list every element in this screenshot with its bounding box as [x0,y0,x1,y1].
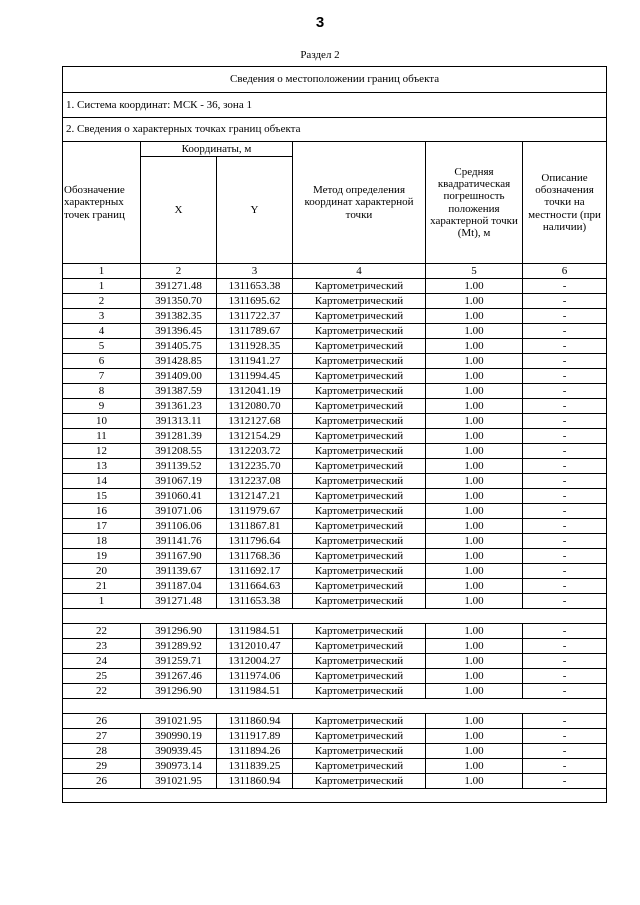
method-cell: Картометрический [293,489,426,504]
column-number: 5 [426,264,523,279]
description-cell: - [523,654,607,669]
accuracy-cell: 1.00 [426,654,523,669]
y-coordinate-cell: 1311692.17 [217,564,293,579]
x-coordinate-cell: 391167.90 [141,549,217,564]
y-coordinate-cell: 1311839.25 [217,759,293,774]
method-cell: Картометрический [293,474,426,489]
table-row [63,594,607,609]
description-cell: - [523,504,607,519]
accuracy-cell: 1.00 [426,339,523,354]
accuracy-cell: 1.00 [426,759,523,774]
description-cell: - [523,369,607,384]
y-coordinate-cell: 1311979.67 [217,504,293,519]
column-number: 2 [141,264,217,279]
x-coordinate-cell: 391296.90 [141,624,217,639]
y-coordinate-cell: 1311860.94 [217,714,293,729]
point-id-cell: 28 [63,744,141,759]
separator-row [63,609,607,624]
accuracy-cell: 1.00 [426,684,523,699]
description-cell: - [523,294,607,309]
separator-cell [63,789,607,803]
method-cell: Картометрический [293,654,426,669]
accuracy-cell: 1.00 [426,444,523,459]
point-id-cell: 8 [63,384,141,399]
x-coordinate-cell: 391060.41 [141,489,217,504]
table-row [63,624,607,639]
x-coordinate-cell: 391139.52 [141,459,217,474]
point-id-cell: 12 [63,444,141,459]
description-cell: - [523,774,607,789]
table-row [63,309,607,324]
method-cell: Картометрический [293,504,426,519]
x-coordinate-cell: 391313.11 [141,414,217,429]
method-cell: Картометрический [293,399,426,414]
table-row [63,654,607,669]
method-cell: Картометрический [293,714,426,729]
y-coordinate-cell: 1311941.27 [217,354,293,369]
method-cell: Картометрический [293,744,426,759]
accuracy-cell: 1.00 [426,594,523,609]
accuracy-cell: 1.00 [426,624,523,639]
description-cell: - [523,354,607,369]
column-number: 1 [63,264,141,279]
x-coordinate-cell: 390939.45 [141,744,217,759]
table-row [63,384,607,399]
point-id-cell: 23 [63,639,141,654]
method-cell: Картометрический [293,459,426,474]
x-coordinate-cell: 391259.71 [141,654,217,669]
point-id-cell: 26 [63,714,141,729]
column-number-row [63,264,607,279]
description-cell: - [523,579,607,594]
accuracy-cell: 1.00 [426,519,523,534]
accuracy-cell: 1.00 [426,729,523,744]
method-cell: Картометрический [293,369,426,384]
accuracy-cell: 1.00 [426,384,523,399]
accuracy-cell: 1.00 [426,714,523,729]
point-id-cell: 20 [63,564,141,579]
header-description: Описание обозначения точки на местности (при наличии) [523,142,607,264]
description-cell: - [523,549,607,564]
x-coordinate-cell: 391267.46 [141,669,217,684]
column-number: 4 [293,264,426,279]
description-cell: - [523,384,607,399]
header-y: Y [217,157,293,264]
description-cell: - [523,414,607,429]
method-cell: Картометрический [293,624,426,639]
point-id-cell: 27 [63,729,141,744]
method-cell: Картометрический [293,684,426,699]
point-id-cell: 4 [63,324,141,339]
page-number: 3 [315,14,325,31]
y-coordinate-cell: 1311994.45 [217,369,293,384]
method-cell: Картометрический [293,534,426,549]
accuracy-cell: 1.00 [426,639,523,654]
y-coordinate-cell: 1311695.62 [217,294,293,309]
point-id-cell: 1 [63,594,141,609]
point-id-cell: 26 [63,774,141,789]
accuracy-cell: 1.00 [426,354,523,369]
table-row [63,324,607,339]
x-coordinate-cell: 390990.19 [141,729,217,744]
table-row [63,399,607,414]
x-coordinate-cell: 391187.04 [141,579,217,594]
method-cell: Картометрический [293,294,426,309]
method-cell: Картометрический [293,429,426,444]
y-coordinate-cell: 1311917.89 [217,729,293,744]
point-id-cell: 13 [63,459,141,474]
accuracy-cell: 1.00 [426,414,523,429]
method-cell: Картометрический [293,519,426,534]
x-coordinate-cell: 391271.48 [141,594,217,609]
section-label: Раздел 2 [300,49,340,61]
accuracy-cell: 1.00 [426,669,523,684]
method-cell: Картометрический [293,549,426,564]
table-row [63,669,607,684]
point-id-cell: 10 [63,414,141,429]
table-row [63,474,607,489]
y-coordinate-cell: 1311789.67 [217,324,293,339]
description-cell: - [523,744,607,759]
point-id-cell: 29 [63,759,141,774]
y-coordinate-cell: 1312004.27 [217,654,293,669]
table-row [63,444,607,459]
description-cell: - [523,639,607,654]
description-cell: - [523,594,607,609]
accuracy-cell: 1.00 [426,369,523,384]
table-title: Сведения о местоположении границ объекта [63,67,607,93]
accuracy-cell: 1.00 [426,549,523,564]
point-id-cell: 21 [63,579,141,594]
description-cell: - [523,684,607,699]
x-coordinate-cell: 391409.00 [141,369,217,384]
x-coordinate-cell: 391296.90 [141,684,217,699]
table-row [63,459,607,474]
x-coordinate-cell: 391396.45 [141,324,217,339]
column-number: 3 [217,264,293,279]
x-coordinate-cell: 391350.70 [141,294,217,309]
method-cell: Картометрический [293,414,426,429]
header-method: Метод определения координат характерной точки [293,142,426,264]
y-coordinate-cell: 1312147.21 [217,489,293,504]
accuracy-cell: 1.00 [426,474,523,489]
description-cell: - [523,459,607,474]
table-row [63,639,607,654]
description-cell: - [523,489,607,504]
accuracy-cell: 1.00 [426,564,523,579]
y-coordinate-cell: 1311653.38 [217,594,293,609]
point-id-cell: 1 [63,279,141,294]
accuracy-cell: 1.00 [426,324,523,339]
point-id-cell: 18 [63,534,141,549]
separator-cell [63,609,607,624]
x-coordinate-cell: 391071.06 [141,504,217,519]
table-row [63,369,607,384]
accuracy-cell: 1.00 [426,294,523,309]
method-cell: Картометрический [293,384,426,399]
header-coordinates: Координаты, м [141,142,293,157]
description-cell: - [523,279,607,294]
method-cell: Картометрический [293,759,426,774]
description-cell: - [523,534,607,549]
table-row [63,504,607,519]
x-coordinate-cell: 391387.59 [141,384,217,399]
table-row [63,564,607,579]
y-coordinate-cell: 1311768.36 [217,549,293,564]
y-coordinate-cell: 1312154.29 [217,429,293,444]
description-cell: - [523,729,607,744]
points-heading: 2. Сведения о характерных точках границ объекта [63,118,607,142]
table-row [63,429,607,444]
point-id-cell: 16 [63,504,141,519]
method-cell: Картометрический [293,339,426,354]
y-coordinate-cell: 1311974.06 [217,669,293,684]
separator-row [63,699,607,714]
table-row [63,729,607,744]
x-coordinate-cell: 391139.67 [141,564,217,579]
x-coordinate-cell: 391271.48 [141,279,217,294]
method-cell: Картометрический [293,579,426,594]
point-id-cell: 6 [63,354,141,369]
y-coordinate-cell: 1311796.64 [217,534,293,549]
header-accuracy: Средняя квадратическая погрешность положения характерной точки (Mt), м [426,142,523,264]
point-id-cell: 2 [63,294,141,309]
accuracy-cell: 1.00 [426,774,523,789]
y-coordinate-cell: 1311984.51 [217,684,293,699]
y-coordinate-cell: 1312235.70 [217,459,293,474]
y-coordinate-cell: 1312237.08 [217,474,293,489]
table-row [63,489,607,504]
x-coordinate-cell: 391067.19 [141,474,217,489]
x-coordinate-cell: 391382.35 [141,309,217,324]
description-cell: - [523,474,607,489]
method-cell: Картометрический [293,594,426,609]
point-id-cell: 3 [63,309,141,324]
point-id-cell: 14 [63,474,141,489]
description-cell: - [523,759,607,774]
method-cell: Картометрический [293,309,426,324]
description-cell: - [523,624,607,639]
accuracy-cell: 1.00 [426,399,523,414]
table-row [63,744,607,759]
point-id-cell: 11 [63,429,141,444]
x-coordinate-cell: 391106.06 [141,519,217,534]
accuracy-cell: 1.00 [426,579,523,594]
column-number: 6 [523,264,607,279]
accuracy-cell: 1.00 [426,504,523,519]
accuracy-cell: 1.00 [426,429,523,444]
point-id-cell: 5 [63,339,141,354]
x-coordinate-cell: 391021.95 [141,714,217,729]
description-cell: - [523,339,607,354]
x-coordinate-cell: 391208.55 [141,444,217,459]
point-id-cell: 22 [63,624,141,639]
method-cell: Картометрический [293,564,426,579]
coordinate-system: 1. Система координат: МСК - 36, зона 1 [63,93,607,118]
boundary-points-table [62,66,607,803]
y-coordinate-cell: 1312010.47 [217,639,293,654]
table-row [63,339,607,354]
accuracy-cell: 1.00 [426,279,523,294]
table-row [63,774,607,789]
separator-row [63,789,607,803]
x-coordinate-cell: 391428.85 [141,354,217,369]
table-row [63,519,607,534]
y-coordinate-cell: 1311984.51 [217,624,293,639]
y-coordinate-cell: 1311928.35 [217,339,293,354]
table-row [63,294,607,309]
method-cell: Картометрический [293,669,426,684]
description-cell: - [523,324,607,339]
method-cell: Картометрический [293,324,426,339]
x-coordinate-cell: 391405.75 [141,339,217,354]
table-row [63,684,607,699]
x-coordinate-cell: 391281.39 [141,429,217,444]
y-coordinate-cell: 1311653.38 [217,279,293,294]
y-coordinate-cell: 1312041.19 [217,384,293,399]
y-coordinate-cell: 1312127.68 [217,414,293,429]
table-row [63,714,607,729]
table-row [63,354,607,369]
description-cell: - [523,714,607,729]
accuracy-cell: 1.00 [426,744,523,759]
point-id-cell: 9 [63,399,141,414]
description-cell: - [523,564,607,579]
table-row [63,414,607,429]
y-coordinate-cell: 1311860.94 [217,774,293,789]
header-x: X [141,157,217,264]
x-coordinate-cell: 391289.92 [141,639,217,654]
accuracy-cell: 1.00 [426,489,523,504]
y-coordinate-cell: 1311664.63 [217,579,293,594]
accuracy-cell: 1.00 [426,309,523,324]
header-point: Обозначение характерных точек границ [63,142,141,264]
point-id-cell: 19 [63,549,141,564]
x-coordinate-cell: 391361.23 [141,399,217,414]
method-cell: Картометрический [293,639,426,654]
method-cell: Картометрический [293,444,426,459]
y-coordinate-cell: 1311722.37 [217,309,293,324]
x-coordinate-cell: 390973.14 [141,759,217,774]
point-id-cell: 22 [63,684,141,699]
y-coordinate-cell: 1311894.26 [217,744,293,759]
table-row [63,579,607,594]
separator-cell [63,699,607,714]
point-id-cell: 25 [63,669,141,684]
description-cell: - [523,399,607,414]
point-id-cell: 7 [63,369,141,384]
x-coordinate-cell: 391141.76 [141,534,217,549]
point-id-cell: 15 [63,489,141,504]
x-coordinate-cell: 391021.95 [141,774,217,789]
accuracy-cell: 1.00 [426,459,523,474]
y-coordinate-cell: 1312080.70 [217,399,293,414]
method-cell: Картометрический [293,729,426,744]
description-cell: - [523,444,607,459]
point-id-cell: 17 [63,519,141,534]
y-coordinate-cell: 1311867.81 [217,519,293,534]
description-cell: - [523,669,607,684]
accuracy-cell: 1.00 [426,534,523,549]
table-row [63,279,607,294]
method-cell: Картометрический [293,774,426,789]
description-cell: - [523,519,607,534]
table-row [63,534,607,549]
method-cell: Картометрический [293,354,426,369]
table-row [63,759,607,774]
y-coordinate-cell: 1312203.72 [217,444,293,459]
description-cell: - [523,429,607,444]
point-id-cell: 24 [63,654,141,669]
description-cell: - [523,309,607,324]
table-row [63,549,607,564]
method-cell: Картометрический [293,279,426,294]
